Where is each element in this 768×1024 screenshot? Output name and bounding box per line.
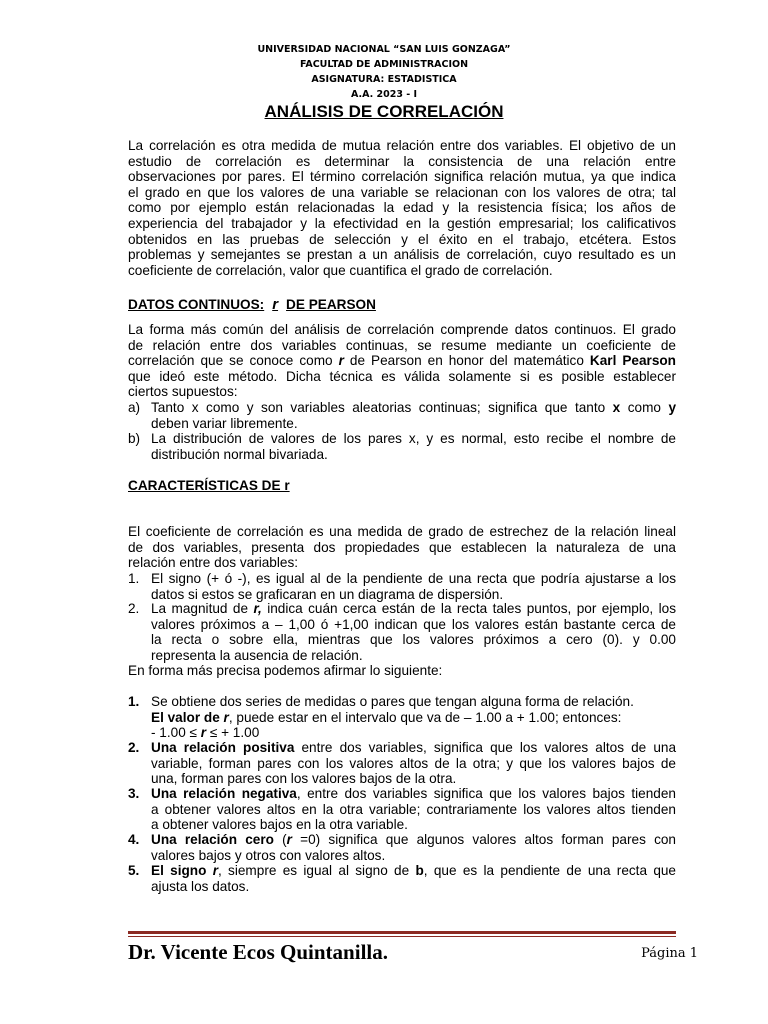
intro-line: La correlación es otra medida de mutua relación entre dos variables. El objetivo de un xyxy=(128,138,676,153)
list-marker: 1. xyxy=(128,571,140,586)
faculty-name: FACULTAD DE ADMINISTRACION xyxy=(299,59,469,70)
footer-rule-thick xyxy=(128,931,676,934)
list-marker: 2. xyxy=(128,601,140,616)
list-item-3: 3. Una relación negativa, entre dos variables significa que los valores bajos tienden a obtener valores altos en la otra variable; contrariamente los valores altos tienden a obtener valores bajos en la otra variable. xyxy=(128,786,676,833)
pearson-line: ciertos supuestos: xyxy=(128,384,238,400)
characteristics-paragraph: El coeficiente de correlación es una medida de grado de estrechez de la relación lineal de dos variables, presenta dos propiedades que establecen la naturaleza de una relación entre dos variables: xyxy=(128,524,676,571)
pearson-line: de relación entre dos variables continuas, se resume mediante un coeficiente de xyxy=(128,337,676,353)
closing-sentence: En forma más precisa podemos afirmar lo siguiente: xyxy=(128,663,443,678)
assumption-b: b) La distribución de valores de los pares x, y es normal, esto recibe el nombre de distribución normal bivariada. xyxy=(128,431,676,462)
intro-paragraph xyxy=(128,138,676,278)
list-marker: a) xyxy=(128,400,141,415)
pearson-line: La forma más común del análisis de correlación comprende datos continuos. El grado xyxy=(128,322,676,337)
intro-line: el grado en que los valores de una variable se relacionan con los valores de otra; tal xyxy=(128,184,676,200)
page-number: Página 1 xyxy=(641,946,698,961)
list-number: 1. xyxy=(128,694,140,709)
pearson-line: correlación que se conoce como r de Pearson en honor del matemático Karl Pearson xyxy=(128,353,676,369)
list-item-4: 4. Una relación cero (r =0) significa que algunos valores altos forman pares con valores bajos y otros con valores altos. xyxy=(128,832,676,863)
subject-name: ASIGNATURA: ESTADISTICA xyxy=(311,74,457,85)
document-title: ANÁLISIS DE CORRELACIÓN xyxy=(264,102,504,121)
section-heading-characteristics: CARACTERÍSTICAS DE r xyxy=(128,478,290,493)
list-number: 4. xyxy=(128,832,140,847)
intro-line: observaciones por pares. El término correlación significa relación mutua, ya que indica xyxy=(128,169,676,185)
pearson-line: que ideó este método. Dicha técnica es válida solamente si es posible establecer xyxy=(128,368,676,384)
section-prefix: DATOS CONTINUOS: xyxy=(128,297,265,312)
university-name: UNIVERSIDAD NACIONAL “SAN LUIS GONZAGA” xyxy=(257,44,511,55)
intro-line: como por ejemplo están relacionadas la edad y la resistencia física; los años de xyxy=(128,200,676,216)
property-1: 1. El signo (+ ó -), es igual al de la pendiente de una recta que podría ajustarse a los datos si estos se graficaran en un diagrama de dispersión. xyxy=(128,571,676,602)
section-r-symbol: r xyxy=(272,296,279,313)
footer-rule-thin xyxy=(128,936,676,937)
intro-line: estudio de correlación es determinar la consistencia de una relación entre xyxy=(128,153,676,169)
intro-line: obtenidos en las pruebas de selección y el éxito en el trabajo, etcétera. Estos xyxy=(128,231,676,247)
list-item-1: 1. Se obtiene dos series de medidas o pares que tengan alguna forma de relación. El valor de r, puede estar en el intervalo que va de – 1.00 a + 1.00; entonces: - 1.00 ≤ r ≤ + 1.00 xyxy=(128,694,634,741)
footer-author: Dr. Vicente Ecos Quintanilla. xyxy=(128,940,388,964)
list-number: 5. xyxy=(128,863,140,878)
academic-year: A.A. 2023 - I xyxy=(350,89,418,100)
intro-line: problemas y semejantes se prestan a un análisis de correlación, cuyo resultado es un xyxy=(128,247,676,263)
section-suffix: DE PEARSON xyxy=(286,297,376,312)
intro-line: experiencia del trabajador y la efectividad en la gestión empresarial; los calificativos xyxy=(128,215,676,231)
list-item-5: 5. El signo r, siempre es igual al signo de b, que es la pendiente de una recta que ajusta los datos. xyxy=(128,863,676,894)
pearson-paragraph xyxy=(128,322,676,400)
list-number: 2. xyxy=(128,740,140,755)
assumption-a: a) Tanto x como y son variables aleatorias continuas; significa que tanto x como y deben variar libremente. xyxy=(128,400,677,431)
list-marker: b) xyxy=(128,431,141,446)
list-number: 3. xyxy=(128,786,140,801)
intro-line: coeficiente de correlación, valor que cuantifica el grado de correlación. xyxy=(128,262,553,278)
property-2: 2. La magnitud de r, indica cuán cerca están de la recta tales puntos, por ejemplo, los valores próximos a – 1,00 ó +1,00 indican que los valores están bastante cerca de la recta o sobre ella, mientras que los valores próximos a cero (0). y 0.00 representa la ausencia de relación. xyxy=(128,601,676,663)
section-heading-pearson xyxy=(128,296,376,313)
list-item-2: 2. Una relación positiva entre dos variables, significa que los valores altos de una variable, forman pares con los valores altos de la otra; y que los valores bajos de una, forman pares con los valores bajos de la otra. xyxy=(128,740,676,787)
